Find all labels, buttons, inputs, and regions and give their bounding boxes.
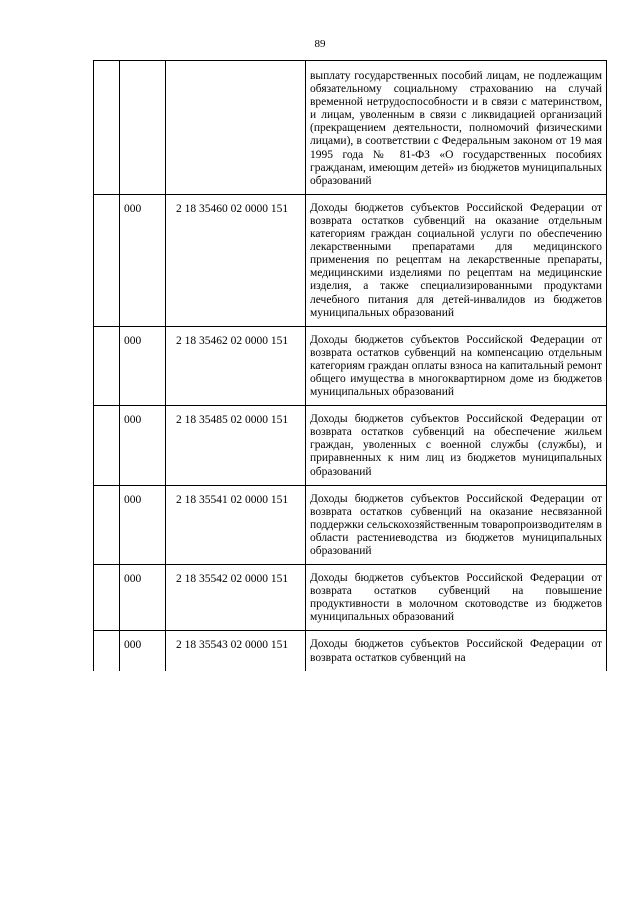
- row-number-cell: [94, 631, 120, 671]
- admin-code-cell: 000: [120, 631, 166, 671]
- row-number-cell: [94, 406, 120, 485]
- description-cell: выплату государственных пособий лицам, не подлежащим обязательному социальному страхованию на случай временной нетрудоспособности и в связи с материнством, и лицам, уволенным в связи с ликвидацией организаций (прекращением деятельности, полномочий физическими лицами), в соответствии с Федеральным законом от 19 мая 1995 года № 81-ФЗ «О государственных пособиях гражданам, имеющим детей» из бюджетов муниципальных образований: [306, 61, 607, 195]
- table-row: [94, 326, 607, 405]
- budget-code-cell: 2 18 35460 02 0000 151: [166, 194, 306, 326]
- description-cell: Доходы бюджетов субъектов Российской Федерации от возврата остатков субвенций на оказание несвязанной поддержки сельскохозяйственным товаропроизводителям в области растениеводства из бюджетов муниципальных образований: [306, 485, 607, 564]
- table-row: [94, 194, 607, 326]
- row-number-cell: [94, 61, 120, 195]
- admin-code-cell: 000: [120, 406, 166, 485]
- description-cell: Доходы бюджетов субъектов Российской Федерации от возврата остатков субвенций на повышение продуктивности в молочном скотоводстве из бюджетов муниципальных образований: [306, 565, 607, 631]
- admin-code-cell: 000: [120, 326, 166, 405]
- description-cell: Доходы бюджетов субъектов Российской Федерации от возврата остатков субвенций на: [306, 631, 607, 671]
- admin-code-cell: [120, 61, 166, 195]
- budget-code-cell: [166, 61, 306, 195]
- table-row: [94, 61, 607, 195]
- page-number: 89: [314, 38, 326, 50]
- table-row: [94, 485, 607, 564]
- description-cell: Доходы бюджетов субъектов Российской Федерации от возврата остатков субвенций на компенсацию отдельным категориям граждан оплаты взноса на капитальный ремонт общего имущества в многоквартирном доме из бюджетов муниципальных образований: [306, 326, 607, 405]
- table-row: [94, 406, 607, 485]
- description-cell: Доходы бюджетов субъектов Российской Федерации от возврата остатков субвенций на оказание отдельным категориям граждан социальной услуги по обеспечению лекарственными препаратами для медицинского применения по рецептам на лекарственные препараты, медицинскими изделиями по рецептам на медицинские изделия, а также специализированными продуктами лечебного питания для детей-инвалидов из бюджетов муниципальных образований: [306, 194, 607, 326]
- budget-code-cell: 2 18 35541 02 0000 151: [166, 485, 306, 564]
- admin-code-cell: 000: [120, 194, 166, 326]
- budget-codes-table: [93, 60, 607, 671]
- budget-code-cell: 2 18 35485 02 0000 151: [166, 406, 306, 485]
- table-row: [94, 565, 607, 631]
- admin-code-cell: 000: [120, 565, 166, 631]
- row-number-cell: [94, 485, 120, 564]
- admin-code-cell: 000: [120, 485, 166, 564]
- budget-code-cell: 2 18 35543 02 0000 151: [166, 631, 306, 671]
- budget-code-cell: 2 18 35462 02 0000 151: [166, 326, 306, 405]
- row-number-cell: [94, 565, 120, 631]
- description-cell: Доходы бюджетов субъектов Российской Федерации от возврата остатков субвенций на обеспечение жильем граждан, уволенных с военной службы (службы), и приравненных к ним лиц из бюджетов муниципальных образований: [306, 406, 607, 485]
- row-number-cell: [94, 326, 120, 405]
- budget-code-cell: 2 18 35542 02 0000 151: [166, 565, 306, 631]
- table-row: [94, 631, 607, 671]
- row-number-cell: [94, 194, 120, 326]
